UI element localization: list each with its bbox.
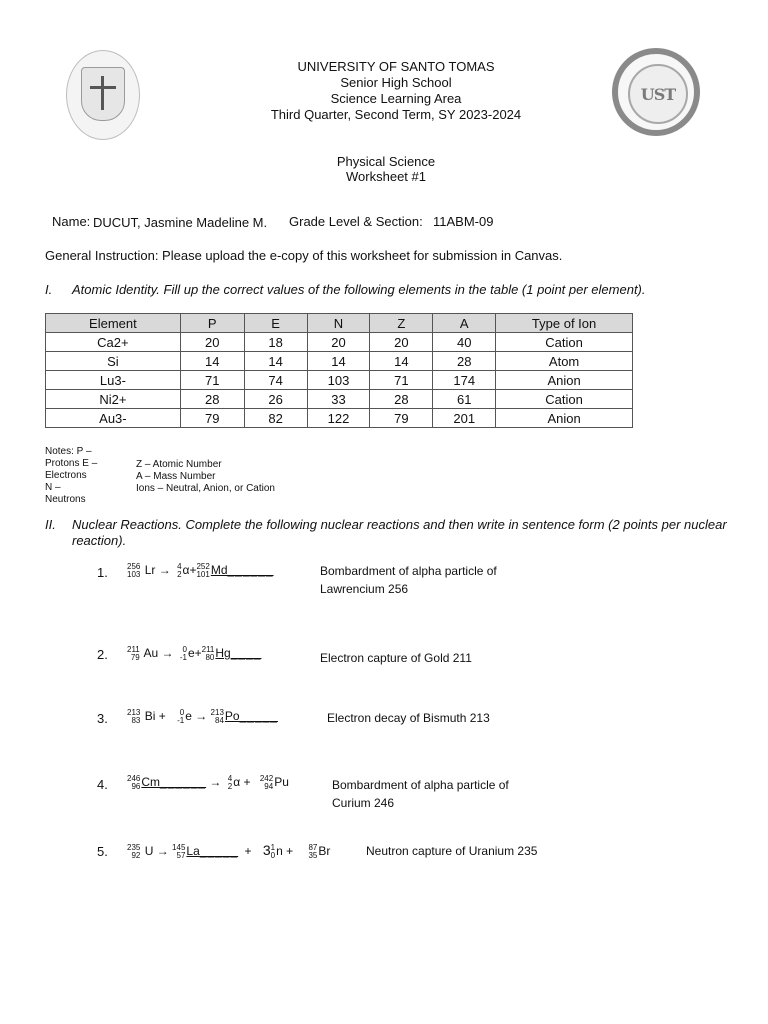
- answer-blank: ______: [160, 775, 207, 790]
- mass-number: 246: [127, 774, 141, 783]
- particle-symbol: e+: [187, 646, 202, 661]
- mass-number: 211: [127, 645, 140, 654]
- particle-symbol: α +: [233, 775, 251, 790]
- mass-number: 252: [196, 562, 210, 571]
- arrow-icon: →: [158, 563, 171, 578]
- reaction-equation: [127, 563, 274, 579]
- atomic-number: 103: [127, 570, 141, 579]
- nuclide-notation: [202, 646, 215, 662]
- element-symbol: Lr: [144, 563, 156, 578]
- mass-number: 0: [179, 708, 185, 717]
- atomic-number: 83: [131, 716, 141, 725]
- notes-line: Notes: P –: [45, 446, 92, 457]
- university-name: UNIVERSITY OF SANTO TOMAS: [297, 59, 495, 74]
- reaction-number: 3.: [97, 711, 108, 726]
- atomic-identity-table: [45, 313, 633, 428]
- cell-e: 14: [244, 352, 307, 371]
- atomic-number: 0: [270, 850, 276, 860]
- element-symbol: Hg: [215, 646, 231, 661]
- notes-line: Neutrons: [45, 494, 86, 505]
- atomic-number: 35: [308, 850, 318, 860]
- seal-cross-icon: [101, 76, 104, 110]
- element-symbol: Pu: [274, 775, 289, 790]
- general-instruction: General Instruction: Please upload the e-copy of this worksheet for submission in Canvas.: [45, 248, 563, 263]
- part2-numeral: II.: [45, 517, 56, 532]
- seal-shield-icon: [81, 67, 125, 121]
- element-symbol: Md: [210, 563, 228, 578]
- reaction-equation: [127, 709, 278, 725]
- notes-legend-line: Z – Atomic Number: [136, 459, 222, 470]
- cell-z: 79: [370, 409, 433, 428]
- answer-product: [202, 646, 262, 660]
- course-title: Physical Science: [336, 154, 436, 169]
- nuclide-notation: [196, 563, 209, 579]
- atomic-number: -1: [177, 716, 185, 725]
- mass-number: 242: [259, 774, 274, 783]
- table-row: [46, 352, 633, 371]
- atomic-number: -1: [179, 653, 187, 662]
- cell-p: 79: [180, 409, 244, 428]
- reaction-equation: [127, 775, 289, 791]
- answer-reactant: [127, 775, 206, 789]
- cell-element: Si: [46, 352, 181, 371]
- atomic-number: 84: [215, 716, 224, 725]
- nuclide-notation: [127, 646, 140, 662]
- header-ion-type: Type of Ion: [496, 314, 633, 333]
- sentence-line: Bombardment of alpha particle of: [332, 778, 509, 792]
- nuclide-notation: [180, 646, 187, 662]
- school-name: Senior High School: [340, 75, 452, 90]
- arrow-icon: →: [161, 646, 174, 661]
- cell-element: Au3-: [46, 409, 181, 428]
- sentence-line: Electron decay of Bismuth 213: [327, 711, 490, 725]
- coefficient: 3: [262, 842, 271, 858]
- notes-line: Electrons: [45, 470, 87, 481]
- reaction-number: 4.: [97, 777, 108, 792]
- table-row: [46, 371, 633, 390]
- cell-element: Ni2+: [46, 390, 181, 409]
- cell-n: 20: [307, 333, 370, 352]
- answer-blank: _____: [199, 844, 239, 858]
- cell-ion-type: Anion: [496, 371, 633, 390]
- element-symbol: Po: [224, 709, 240, 724]
- term-line: Third Quarter, Second Term, SY 2023-2024: [270, 107, 522, 122]
- element-symbol: Au: [143, 646, 159, 661]
- element-symbol: U →: [144, 844, 169, 858]
- mass-number: 0: [182, 645, 187, 654]
- nuclide-notation: [127, 563, 140, 579]
- element-symbol: Bi +: [144, 709, 166, 724]
- reaction-sentence: [320, 562, 497, 598]
- cell-p: 14: [180, 352, 244, 371]
- cell-a: 28: [433, 352, 496, 371]
- mass-number: 256: [127, 562, 141, 571]
- cell-z: 28: [370, 390, 433, 409]
- answer-product: [172, 844, 238, 858]
- table-row: [46, 390, 633, 409]
- table-row: [46, 409, 633, 428]
- cell-p: 20: [180, 333, 244, 352]
- cell-n: 103: [307, 371, 370, 390]
- cell-p: 71: [180, 371, 244, 390]
- part1-numeral: I.: [45, 282, 53, 297]
- nuclide-notation: [211, 709, 224, 725]
- cell-a: 61: [433, 390, 496, 409]
- nuclide-notation: [172, 844, 185, 860]
- reaction-number: 2.: [97, 647, 108, 662]
- right-shs-seal: [612, 48, 700, 136]
- header-electrons: E: [244, 314, 307, 333]
- answer-blank: ____: [230, 646, 262, 661]
- cell-element: Lu3-: [46, 371, 181, 390]
- mass-number: 235: [127, 842, 141, 852]
- mass-number: 4: [227, 774, 233, 783]
- left-university-seal: [66, 50, 140, 140]
- cell-a: 201: [433, 409, 496, 428]
- atomic-number: 2: [227, 782, 233, 791]
- answer-blank: _____: [239, 709, 278, 724]
- reaction-sentence: [332, 776, 509, 812]
- nuclide-notation: [260, 775, 273, 791]
- atomic-number: 92: [131, 850, 141, 860]
- atomic-number: 2: [177, 570, 182, 579]
- reaction-equation: [127, 842, 330, 860]
- sentence-line: Lawrencium 256: [320, 582, 409, 596]
- cell-n: 14: [307, 352, 370, 371]
- answer-blank: ______: [227, 563, 274, 578]
- notes-line: Protons E –: [45, 458, 98, 469]
- cell-a: 174: [433, 371, 496, 390]
- part2-title: Nuclear Reactions. Complete the following nuclear reactions and then write in sentence form (2 points per nuclear reaction).: [72, 517, 727, 548]
- mass-number: 213: [210, 708, 224, 717]
- mass-number: 211: [201, 645, 215, 654]
- reaction-sentence: [320, 649, 472, 667]
- table-header-row: [46, 314, 633, 333]
- cell-element: Ca2+: [46, 333, 181, 352]
- atomic-number: 94: [264, 782, 274, 791]
- reaction-sentence: [327, 709, 490, 727]
- cell-e: 18: [244, 333, 307, 352]
- cell-n: 122: [307, 409, 370, 428]
- cell-z: 71: [370, 371, 433, 390]
- seal-crossbar: [90, 86, 116, 89]
- notes-line: N –: [45, 482, 61, 493]
- sentence-line: Electron capture of Gold 211: [320, 651, 472, 665]
- particle-symbol: e →: [185, 709, 208, 724]
- mass-number: 145: [172, 842, 186, 852]
- atomic-number: 96: [131, 782, 141, 791]
- table-row: [46, 333, 633, 352]
- arrow-icon: →: [209, 775, 222, 790]
- document-header: [196, 59, 596, 123]
- cell-ion-type: Cation: [496, 333, 633, 352]
- cell-p: 28: [180, 390, 244, 409]
- plus-sign: +: [244, 844, 252, 858]
- nuclide-notation: [127, 844, 140, 860]
- atomic-number: 101: [196, 570, 210, 579]
- cell-e: 82: [244, 409, 307, 428]
- sentence-line: Curium 246: [332, 796, 395, 810]
- reaction-sentence: [366, 842, 537, 860]
- name-value: DUCUT, Jasmine Madeline M.: [93, 215, 268, 230]
- element-symbol: La: [186, 844, 200, 858]
- learning-area: Science Learning Area: [330, 91, 462, 106]
- seal-ust-mark: UST: [640, 85, 676, 104]
- nuclide-notation: [228, 775, 232, 791]
- element-symbol: Br: [318, 844, 331, 858]
- notes-legend: [136, 459, 275, 495]
- nuclide-notation: [177, 709, 184, 725]
- seal-ring: [628, 64, 688, 124]
- answer-product: [196, 563, 273, 577]
- cell-ion-type: Anion: [496, 409, 633, 428]
- answer-product: [211, 709, 278, 723]
- cell-e: 74: [244, 371, 307, 390]
- notes-legend-line: Ions – Neutral, Anion, or Cation: [136, 483, 275, 494]
- reaction-equation: [127, 646, 261, 662]
- mass-number: 4: [177, 562, 182, 571]
- worksheet-title: Worksheet #1: [346, 169, 426, 184]
- atomic-number: 57: [176, 850, 186, 860]
- mass-number: 87: [308, 842, 318, 852]
- particle-symbol: n +: [276, 844, 294, 858]
- grade-label: Grade Level & Section:: [289, 214, 423, 229]
- particle-symbol: α+: [182, 563, 197, 578]
- atomic-number: 80: [205, 653, 215, 662]
- cell-z: 14: [370, 352, 433, 371]
- mass-number: 213: [127, 708, 141, 717]
- grade-value: 11ABM-09: [433, 214, 494, 229]
- cell-z: 20: [370, 333, 433, 352]
- element-symbol: Cm: [141, 775, 161, 790]
- header-mass-number: A: [433, 314, 496, 333]
- reaction-number: 5.: [97, 844, 108, 859]
- part1-title: Atomic Identity. Fill up the correct values of the following elements in the table (1 point per element).: [72, 282, 646, 297]
- header-atomic-number: Z: [370, 314, 433, 333]
- nuclide-notation: [308, 844, 317, 860]
- nuclide-notation: [127, 709, 140, 725]
- header-protons: P: [180, 314, 244, 333]
- header-element: Element: [46, 314, 181, 333]
- notes-block: [45, 446, 97, 506]
- nuclide-notation: [177, 563, 181, 579]
- header-neutrons: N: [307, 314, 370, 333]
- reaction-number: 1.: [97, 565, 108, 580]
- cell-e: 26: [244, 390, 307, 409]
- nuclide-notation: [271, 844, 275, 860]
- cell-n: 33: [307, 390, 370, 409]
- sentence-line: Neutron capture of Uranium 235: [366, 844, 538, 858]
- cell-ion-type: Cation: [496, 390, 633, 409]
- atomic-number: 79: [130, 653, 140, 662]
- nuclide-notation: [127, 775, 140, 791]
- notes-legend-line: A – Mass Number: [136, 471, 216, 482]
- subject-block: [296, 154, 476, 184]
- sentence-line: Bombardment of alpha particle of: [320, 564, 497, 578]
- cell-ion-type: Atom: [496, 352, 633, 371]
- cell-a: 40: [433, 333, 496, 352]
- mass-number: 1: [270, 842, 276, 852]
- name-label: Name:: [52, 214, 91, 229]
